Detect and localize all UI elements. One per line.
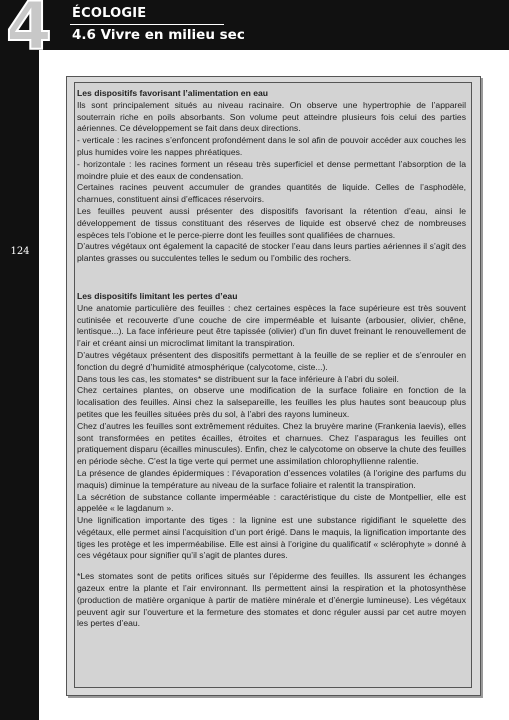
paragraph: La sécrétion de substance collante imperméable : caractéristique du ciste de Montpellier, elle est appelée « le lagdanum ». <box>77 491 466 514</box>
paragraph: D’autres végétaux présentent des dispositifs permettant à la feuille de se replier et de s’enrouler en fonction du degré d’humidité atmosphérique (calycotome, ciste...). <box>77 349 466 372</box>
paragraph: Chez certaines plantes, on observe une modification de la surface foliaire en fonction de la localisation des feuilles. Ainsi chez la salsepareille, les feuilles les plus hautes sont beaucoup plus petites que les feuilles situées près du sol, à l’abri des rayons lumineux. <box>77 385 466 419</box>
paragraph: Les feuilles peuvent aussi présenter des dispositifs favorisant la rétention d’eau, ainsi le développement de tissus constituant des réserves de liquide est observé chez de nombreuses espèces tels l’obione et le perce-pierre dont les feuilles sont qualifiées de charnues. <box>77 205 466 240</box>
paragraph: Certaines racines peuvent accumuler de grandes quantités de liquide. Celles de l’asphodèle, charnues, constituent ainsi d’efficaces réservoirs. <box>77 182 466 205</box>
chapter-number: 4 <box>6 0 50 65</box>
paragraph: La présence de glandes épidermiques : l’évaporation d’essences volatiles (à l’origine des parfums du maquis) diminue la température au niveau de la surface foliaire et ralentit la transpiration. <box>77 467 466 490</box>
paragraph: Dans tous les cas, les stomates* se distribuent sur la face inférieure à l’abri du soleil. <box>77 373 399 384</box>
paragraph: Ils sont principalement situés au niveau racinaire. On observe une hypertrophie de l’appareil souterrain riche en poils absorbants. Son volume peut atteindre plusieurs fois celui des parties aériennes. Ce développement se fait dans deux directions. <box>77 99 466 134</box>
paragraph: Chez d’autres les feuilles sont extrêmement réduites. Chez la bruyère marine (Frankenia laevis), elles sont transformées en petites écailles, étroites et charnues. Chez l’asparagus les feuilles ont pratiquement disparu (écailles minuscules). Enfin, chez le calycotome on observe la chute des feuilles en période sèche. C’est la tige verte qui permet une assimilation chlorophyllienne ralentie. <box>77 420 466 467</box>
footnote: *Les stomates sont de petits orifices situés sur l’épiderme des feuilles. Ils assurent les échanges gazeux entre la plante et l’air environnant. Ils permettent ainsi la respiration et la photosynthèse (production de matière organique à partir de matière minérale et d’énergie lumineuse). Les végétaux peuvent agir sur l’ouverture et la fermeture des stomates et donc réguler aussi par cet autre moyen les pertes d’eau. <box>77 571 466 629</box>
chapter-title: ÉCOLOGIE <box>72 6 147 21</box>
paragraph: Une lignification importante des tiges : la lignine est une substance rigidifiant le squelette des végétaux, elle permet ainsi l’acquisition d’un port érigé. Dans le maquis, la lignification importante des tiges les protège et les imperméabilise. Elle est ainsi à l’origine du qualificatif « sclérophyte » donné à ces végétaux pour signifier qu’il s’agit de plantes dures. <box>77 515 466 561</box>
spacer <box>77 562 466 571</box>
paragraph: - verticale : les racines s’enfoncent profondément dans le sol afin de pouvoir accéder aux couches les plus humides voire les nappes phréatiques. <box>77 135 466 157</box>
section-title: 4.6 Vivre en milieu sec <box>72 27 245 43</box>
block1-heading: Les dispositifs favorisant l’alimentation en eau <box>77 88 269 98</box>
block2-heading: Les dispositifs limitant les pertes d’eau <box>77 290 238 301</box>
paragraph: D’autres végétaux ont également la capacité de stocker l’eau dans leurs parties aériennes il s’agit des plantes grasses ou succulentes telles le sedum ou l’ombilic des rochers. <box>77 241 466 264</box>
header-divider <box>70 24 224 25</box>
side-band <box>0 0 39 720</box>
content-panel <box>74 82 472 688</box>
paragraph: Une anatomie particulière des feuilles : chez certaines espèces la face supérieure est très souvent cutinisée et recouverte d’une couche de cire imperméable et luisante (arbousier, olivier, chêne, lentisque...). La face inférieure peut être tapissée (olivier) d’un fin duvet freinant le renouvellement de l’air et créant ainsi un microclimat limitant la transpiration. <box>77 302 466 349</box>
page-number: 124 <box>10 246 30 257</box>
paragraph: - horizontale : les racines forment un réseau très superficiel et dense permettant l’absorption de la moindre pluie et des eaux de condensation. <box>77 158 466 181</box>
spacer <box>77 265 466 291</box>
